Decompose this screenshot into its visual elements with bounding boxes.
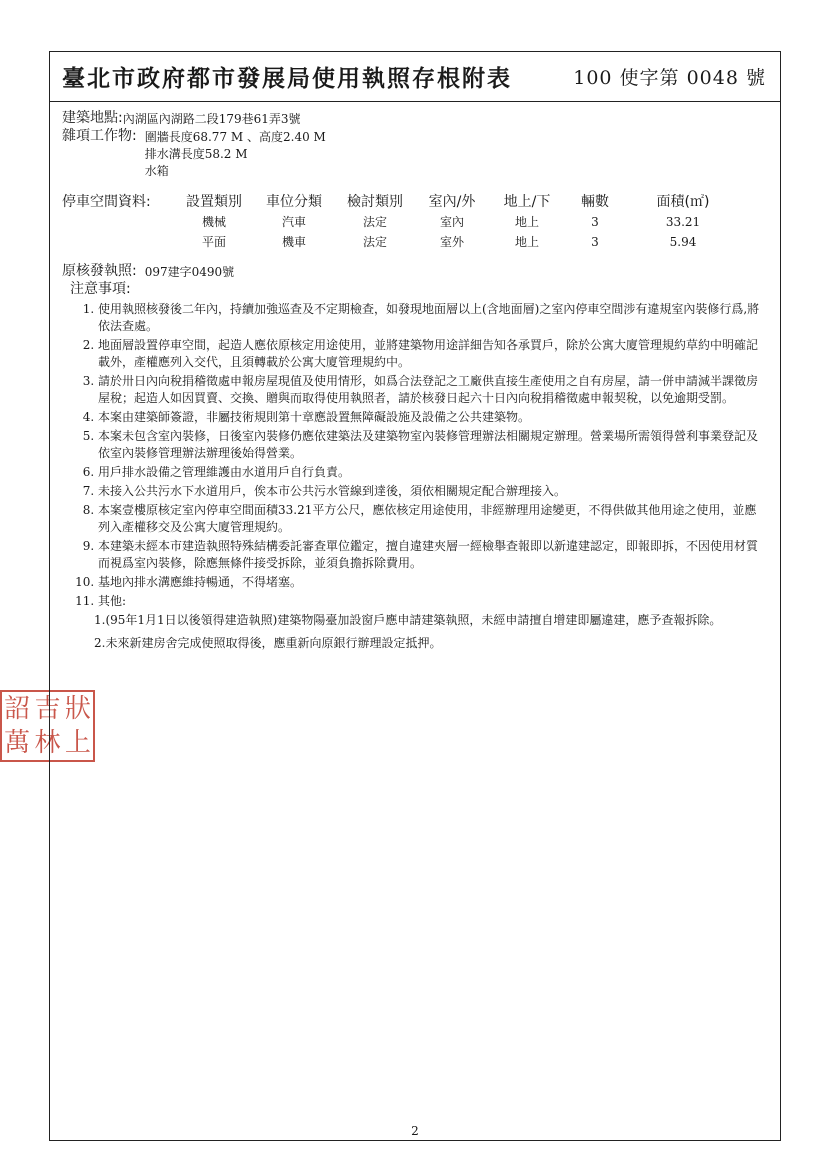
note-item: 9. 本建築未經本市建造執照特殊結構委託審查單位鑑定，擅自違建夾層一經檢舉查報即以新違建認定，即報即拆，不因使用材質而視爲室內裝修，除應無條件接受拆除，並須負擔拆除費用。 xyxy=(98,538,768,572)
parking-cell: 法定 xyxy=(362,235,387,249)
note-item: 6. 用戶排水設備之管理維護由水道用戶自行負責。 xyxy=(98,464,768,481)
seal-char: 吉 xyxy=(34,694,61,724)
site-label: 建築地點: xyxy=(62,110,123,126)
misc-label: 雜項工作物: xyxy=(62,128,137,144)
page-number: 2 xyxy=(411,1124,419,1138)
parking-cell: 室外 xyxy=(439,235,464,249)
seal-char: 狀 xyxy=(64,694,91,724)
note-item: 5. 本案未包含室內裝修，日後室內裝修仍應依建築法及建築物室內裝修管理辦法相關規定辦理。營業場所需領得營利事業登記及依室內裝修管理辦法辦理後始得營業。 xyxy=(98,428,768,462)
parking-label: 停車空間資料: xyxy=(62,194,151,210)
original-permit-value: 097建字0490號 xyxy=(144,265,235,279)
misc-line: 水箱 xyxy=(144,164,169,178)
note-item: 10. 基地內排水溝應維持暢通，不得堵塞。 xyxy=(98,574,768,591)
note-item-other xyxy=(94,593,768,652)
parking-row xyxy=(62,234,768,251)
document-body xyxy=(50,102,780,652)
parking-col-header: 輛數 xyxy=(581,194,609,210)
note-item: 4. 本案由建築師簽證，非屬技術規則第十章應設置無障礙設施及設備之公共建築物。 xyxy=(98,409,768,426)
seal-char: 上 xyxy=(64,728,91,758)
parking-col-header: 地上/下 xyxy=(503,194,551,210)
seal-char: 林 xyxy=(34,728,61,758)
parking-col-header: 面積(㎡) xyxy=(656,194,710,210)
other-sublist xyxy=(94,612,760,652)
parking-cell: 3 xyxy=(591,215,599,229)
parking-cell: 5.94 xyxy=(669,235,697,249)
parking-col-header: 檢討類別 xyxy=(347,194,403,210)
parking-cell: 室內 xyxy=(439,215,464,229)
other-item: 2.未來新建房舍完成使照取得後，應重新向原銀行辦理設定抵押。 xyxy=(94,636,442,650)
document-title: 臺北市政府都市發展局使用執照存根附表 xyxy=(62,65,512,92)
misc-values xyxy=(145,128,326,180)
misc-line: 圍牆長度68.77 M 、高度2.40 M xyxy=(144,130,326,144)
parking-cell: 33.21 xyxy=(665,215,701,229)
parking-cell: 法定 xyxy=(362,215,387,229)
seal-char: 詔 xyxy=(4,694,31,724)
other-item: 1.(95年1月1日以後領得建造執照)建築物陽臺加設窗戶應申請建築執照，未經申請擅自增建即屬違建，應予查報拆除。 xyxy=(94,613,722,627)
parking-cell: 機械 xyxy=(201,215,226,229)
parking-cell: 汽車 xyxy=(281,215,306,229)
site-value: 內湖區內湖路二段179巷61弄3號 xyxy=(122,112,301,126)
document-frame xyxy=(49,51,781,1141)
seal-char: 萬 xyxy=(4,728,31,758)
parking-row xyxy=(62,214,768,231)
parking-section xyxy=(62,194,768,251)
note-item: 1. 使用執照核發後二年內，持續加強巡查及不定期檢查，如發現地面層以上(含地面層)之室內停車空間涉有違規室內裝修行爲,將依法查處。 xyxy=(98,301,768,335)
note-item: 3. 請於卅日內向稅捐稽徵處申報房屋現值及使用情形，如爲合法登記之工廠供直接生產使用之自有房屋，請一併申請減半課徵房屋稅；起造人如因買賣、交換、贈與而取得使用執照者，請於核發日起六十日內向稅捐稽徵處申報契稅，以免逾期受罰。 xyxy=(98,373,768,407)
misc-row xyxy=(62,128,768,180)
permit-number: 100 使字第 0048 號 xyxy=(573,67,766,89)
parking-cell: 3 xyxy=(591,235,599,249)
parking-cell: 機車 xyxy=(281,235,306,249)
original-permit-row xyxy=(62,263,768,281)
notes-title: 注意事項: xyxy=(70,281,131,297)
parking-cell: 平面 xyxy=(201,235,226,249)
site-row xyxy=(62,110,768,128)
note-item: 2. 地面層設置停車空間，起造人應依原核定用途使用，並將建築物用途詳細告知各承買戶，除於公寓大廈管理規約草約中明確記載外，產權應列入交代，且須轉載於公寓大廈管理規約中。 xyxy=(98,337,768,371)
parking-cell: 地上 xyxy=(514,235,539,249)
parking-col-header: 車位分類 xyxy=(266,194,322,210)
misc-line: 排水溝長度58.2 M xyxy=(144,147,248,161)
parking-col-header: 室內/外 xyxy=(428,194,476,210)
parking-header-row xyxy=(62,194,768,211)
note-other-label: 其他: xyxy=(98,594,127,608)
document-header xyxy=(50,52,780,102)
parking-col-header: 設置類別 xyxy=(186,194,242,210)
note-item: 8. 本案壹樓原核定室內停車空間面積33.21平方公尺，應依核定用途使用，非經辦理用途變更，不得供做其他用途之使用，並應列入產權移交及公寓大廈管理規約。 xyxy=(98,502,768,536)
notes-list xyxy=(62,301,768,652)
original-permit-label: 原核發執照: xyxy=(62,263,137,279)
parking-cell: 地上 xyxy=(514,215,539,229)
note-item: 7. 未接入公共污水下水道用戶，俟本市公共污水管線到達後，須依相關規定配合辦理接入。 xyxy=(98,483,768,500)
